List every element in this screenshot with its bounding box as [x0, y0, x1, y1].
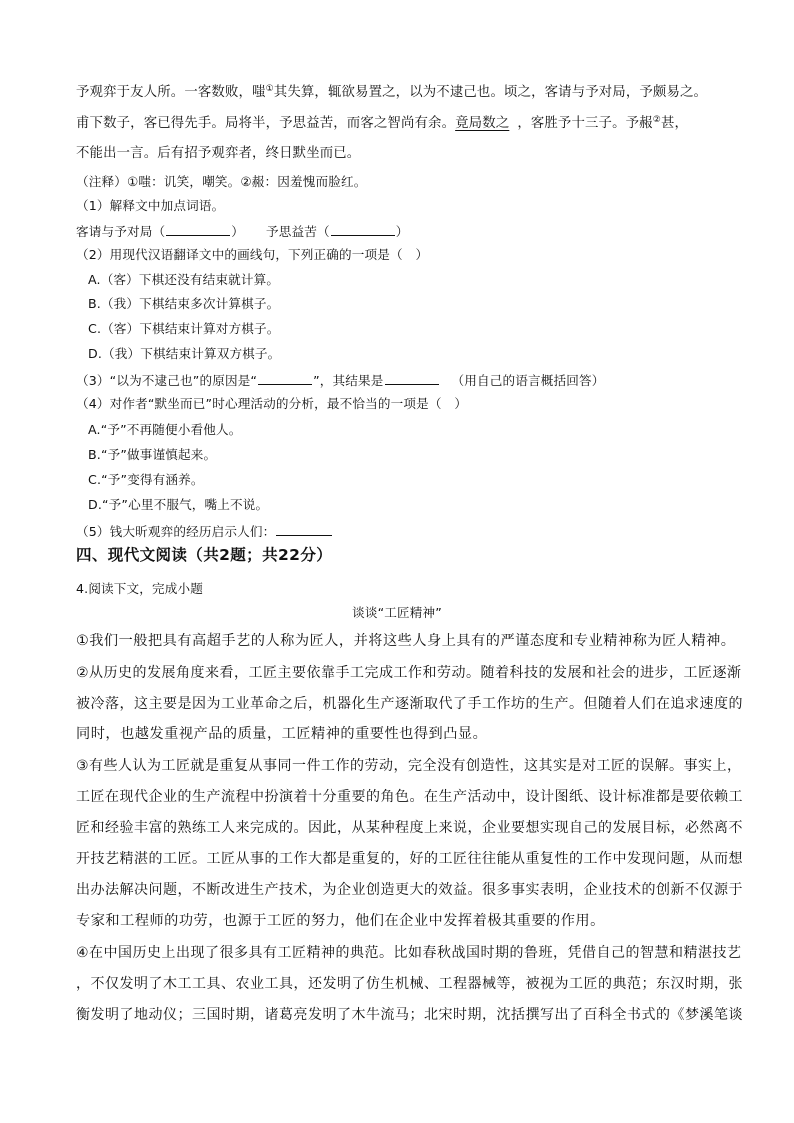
question-3 — [76, 373, 604, 388]
answer-blank[interactable] — [385, 373, 439, 385]
passage-text: 其失算，辄欲易置之，以为不逮己也。顷之，客请与予对局，予颇易之。 — [273, 85, 708, 100]
question-4-option-d: D.“予”心里不服气，嘴上不说。 — [88, 497, 269, 512]
article-line: 开技艺精湛的工匠。工匠从事的工作大都是重复的，好的工匠往往能从重复性的工作中发现问题，从而想 — [76, 851, 743, 867]
question-1-items — [76, 224, 408, 239]
passage-line-2 — [76, 117, 688, 130]
article-line: 匠和经验丰富的熟练工人来完成的。因此，从某种程度上来说，企业要想实现自己的发展目标，必然离不 — [76, 820, 743, 836]
question-2-option-a: A.（客）下棋还没有结束就计算。 — [88, 272, 280, 287]
answer-blank[interactable] — [166, 224, 230, 236]
passage-text: 甫下数子，客已得先手。局将半，予思益苦，而客之智尚有余。 — [76, 116, 456, 131]
question-2-option-b: B.（我）下棋结束多次计算棋子。 — [88, 296, 280, 311]
annotation-note: （注释）①嗤：讥笑，嘲笑。②赧：因羞愧而脸红。 — [76, 174, 367, 189]
passage-text: 予观弈于友人所。一客数败，嗤 — [76, 85, 266, 100]
question-3-part: ”，其结果是 — [313, 373, 384, 388]
question-1-stem: （1）解释文中加点词语。 — [76, 198, 225, 213]
question-4-option-a: A.“予”不再随便小看他人。 — [88, 422, 242, 437]
passage-text: ，客胜予十三子。予赧 — [517, 116, 653, 131]
question-4-option-b: B.“予”做事谨慎起来。 — [88, 447, 217, 462]
answer-blank[interactable] — [276, 524, 332, 536]
question-4-option-c: C.“予”变得有涵养。 — [88, 472, 204, 487]
question-1-item-b: 予思益苦（ — [265, 224, 330, 239]
passage-line-1 — [76, 86, 707, 99]
article-line: ②从历史的发展角度来看，工匠主要依靠手工完成工作和劳动。随着科技的发展和社会的进步，工匠逐渐 — [76, 665, 742, 681]
article-line: 衡发明了地动仪；三国时期，诸葛亮发明了木牛流马；北宋时期，沈括撰写出了百科全书式的《梦溪笔谈 — [76, 1007, 743, 1023]
answer-blank[interactable] — [258, 373, 312, 385]
article-line: ①我们一般把具有高超手艺的人称为匠人，并将这些人身上具有的严谨态度和专业精神称为匠人精神。 — [76, 633, 736, 649]
paren-close: ） — [231, 224, 244, 239]
article-line: 专家和工程师的功劳，也源于工匠的努力，他们在企业中发挥着极其重要的作用。 — [76, 913, 605, 929]
article-line: ④在中国历史上出现了很多具有工匠精神的典范。比如春秋战国时期的鲁班，凭借自己的智慧和精湛技艺 — [76, 945, 742, 961]
article-line: 工匠在现代企业的生产流程中扮演着十分重要的角色。在生产活动中，设计图纸、设计标准都是要依赖工 — [76, 789, 743, 805]
footnote-marker-2: ② — [652, 115, 661, 125]
question-5-text: （5）钱大昕观弈的经历启示人们： — [76, 524, 276, 539]
question-5 — [76, 524, 333, 539]
answer-blank[interactable] — [331, 224, 395, 236]
article-line: ，不仅发明了木工工具、农业工具，还发明了仿生机械、工程器械等，被视为工匠的典范；东汉时期，张 — [76, 976, 743, 992]
article-line: ③有些人认为工匠就是重复从事同一件工作的劳动，完全没有创造性，这其实是对工匠的误解。事实上， — [76, 758, 742, 774]
underlined-sentence: 竟局数之 — [455, 116, 510, 131]
question-2-option-c: C.（客）下棋结束计算对方棋子。 — [88, 321, 280, 336]
question-3-part: （用自己的语言概括回答） — [451, 373, 605, 388]
section-heading: 四、现代文阅读（共2题；共22分） — [76, 546, 333, 564]
question-intro: 4.阅读下文，完成小题 — [76, 581, 204, 596]
question-2-option-d: D.（我）下棋结束计算双方棋子。 — [88, 346, 281, 361]
article-line: 同时，也越发重视产品的质量，工匠精神的重要性也得到凸显。 — [76, 726, 488, 742]
question-1-item-a: 客请与予对局（ — [76, 224, 166, 239]
article-title: 谈谈“工匠精神” — [352, 605, 442, 620]
paren-close: ） — [395, 224, 409, 239]
passage-text: 甚， — [660, 116, 689, 131]
article-line: 被冷落，这主要是因为工业革命之后，机器化生产逐渐取代了手工作坊的生产。但随着人们在追求速度的 — [76, 696, 743, 712]
question-2-stem: （2）用现代汉语翻译文中的画线句，下列正确的一项是（ ） — [76, 247, 429, 262]
footnote-marker-1: ① — [265, 84, 274, 94]
question-3-part: （3）“以为不逮己也”的原因是“ — [76, 373, 258, 388]
article-line: 出办法解决问题，不断改进生产技术，为企业创造更大的效益。很多事实表明，企业技术的创新不仅源于 — [76, 882, 743, 898]
question-4-stem: （4）对作者“默坐而已”时心理活动的分析，最不恰当的一项是（ ） — [76, 396, 468, 411]
passage-line-3: 不能出一言。后有招予观弈者，终日默坐而已。 — [76, 146, 361, 161]
